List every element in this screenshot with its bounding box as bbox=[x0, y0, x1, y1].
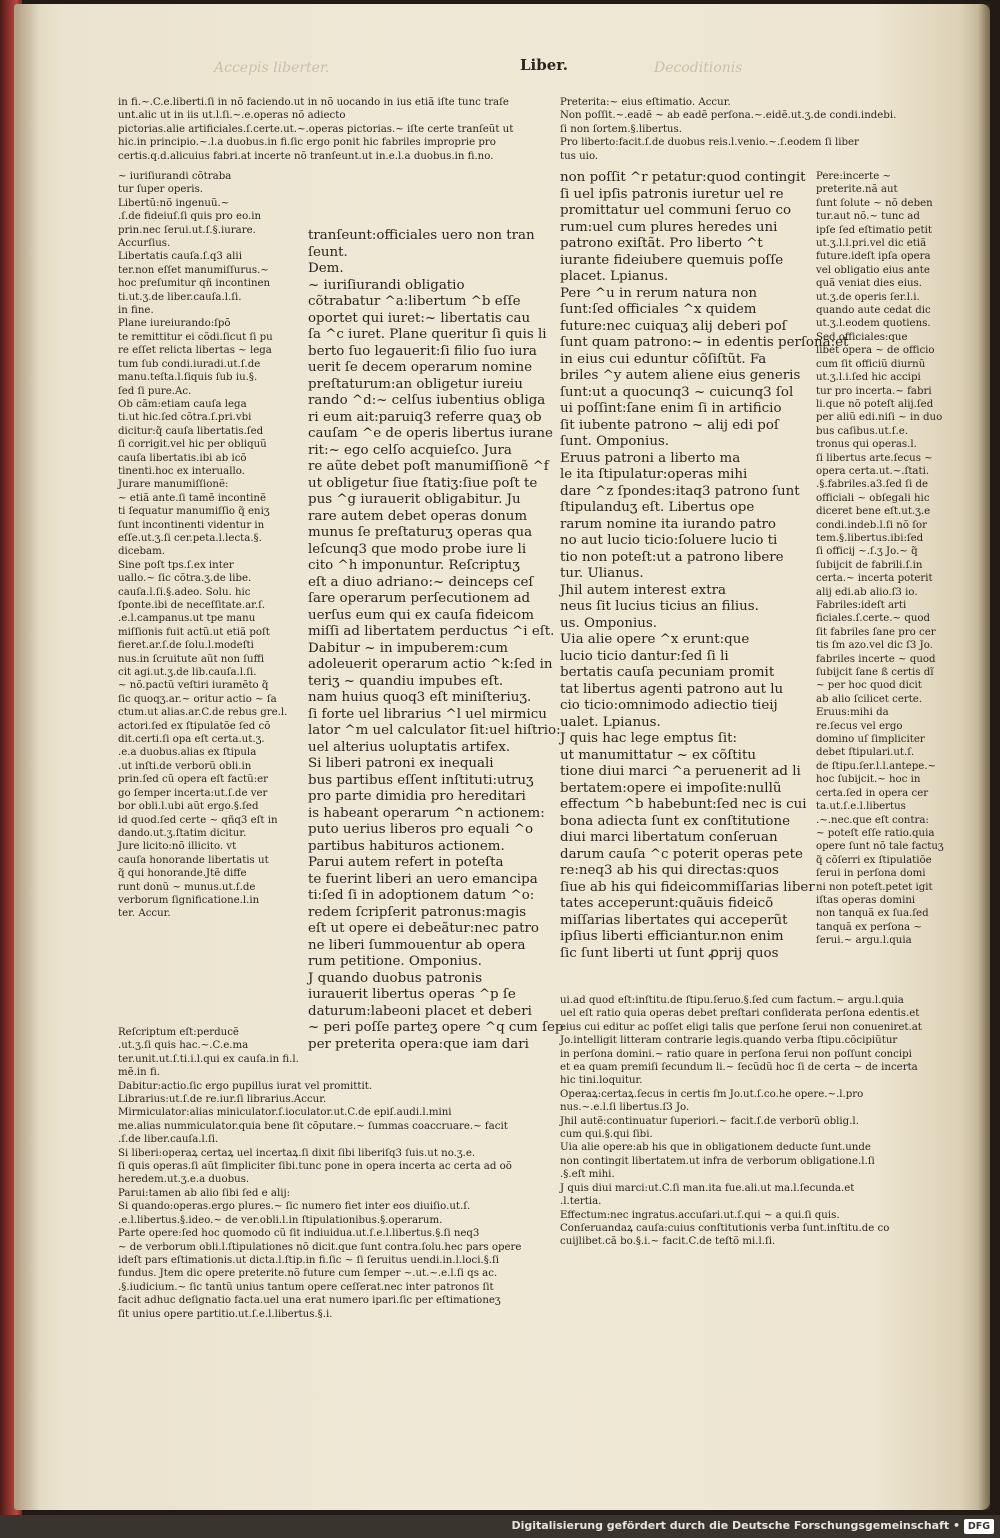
text-line: J quando duobus patronis bbox=[308, 970, 483, 986]
text-line: re aũte debet poſt manumiſſionẽ ^f bbox=[308, 459, 549, 474]
bottom-gloss bbox=[118, 1026, 550, 1321]
gloss-line: te remittitur ei cõdi.ſicut ſi pu bbox=[118, 331, 273, 343]
gloss-line: prin.ſed cũ opera eſt factũ:er bbox=[118, 774, 269, 786]
gloss-line: eſſe.ut.ʒ.ſi cer.peta.l.lecta.§. bbox=[118, 532, 262, 544]
gloss-line: ni non poteſt.petet igit bbox=[816, 881, 933, 893]
top-gloss bbox=[118, 96, 548, 163]
gloss-line: opere ſunt nõ tale factuʒ bbox=[816, 841, 944, 853]
text-line: tio non poteſt:ut a patrono libere bbox=[560, 549, 784, 565]
text-line: cio ticio:omnimodo adiectio tieij bbox=[560, 698, 778, 713]
gloss-line: iſtas operas domini bbox=[816, 894, 916, 906]
gloss-line: Parui:tamen ab alio ſibi ſed e alij: bbox=[118, 1187, 291, 1199]
text-line: ſiue ab his qui fideicommiſſarias liber bbox=[560, 879, 815, 895]
text-line: eſt a diuo adriano:~ deinceps ceſ bbox=[308, 574, 534, 590]
text-line: rum:uel cum plures heredes uni bbox=[560, 219, 778, 235]
gloss-line: Jo.intelligit litteram contrarie legis.quando verba ſtipu.cõcipiũtur bbox=[560, 1035, 898, 1047]
text-line: ne liberi ſummouentur ab opera bbox=[308, 937, 526, 953]
gloss-line: tus uio. bbox=[560, 150, 599, 162]
gloss-line: ficiales.ſ.certe.~ quod bbox=[816, 613, 931, 625]
text-line: redem ſcripſerit patronus:magis bbox=[308, 904, 527, 920]
gloss-line: ut.ʒ.l.eodem quotiens. bbox=[816, 318, 931, 330]
text-line: Uia alie opere ^x erunt:que bbox=[560, 632, 750, 647]
gloss-line: ter.unit.ut.ſ.ti.i.l.qui ex cauſa.in fi.l. bbox=[118, 1053, 299, 1065]
gloss-line: Si liberi:operaꝝ certaꝝ uel incertaꝝ.ſi dixit ſibi liberiſq3 ſuis.ut no.ʒ.e. bbox=[118, 1147, 476, 1159]
gloss-line: Preterita:~ eius eſtimatio. Accur. bbox=[560, 97, 731, 108]
gloss-line: ipſe ſed eſtimatio petit bbox=[816, 224, 932, 236]
left-gloss-column bbox=[118, 170, 296, 921]
text-line: cauſam ^e de operis libertus iurane bbox=[308, 426, 553, 441]
text-line: Parui autem refert in poteſta bbox=[308, 855, 504, 870]
gloss-line: ~ etiã ante.ſi tamẽ incontinẽ bbox=[118, 492, 266, 504]
gloss-line: Libertũ:nõ ingenuũ.~ bbox=[118, 197, 230, 209]
gloss-line: cum qui.§.qui ſibi. bbox=[560, 1129, 653, 1141]
gloss-line: officiali ~ obſegali hic bbox=[816, 492, 930, 504]
gloss-line: non contingit libertatem.ut infra de verborum obligatione.l.ſi bbox=[560, 1155, 875, 1167]
gloss-line: ~ per hoc quod dicit bbox=[816, 680, 922, 692]
gloss-line: ſic quoqʒ.ar.~ oritur actio ~ ſa bbox=[118, 693, 277, 705]
gloss-line: Jurare manumiſſionẽ: bbox=[118, 479, 229, 491]
gloss-line: ~ iuriſiurandi cõtraba bbox=[118, 171, 232, 182]
bleed-through-right: Decoditionis bbox=[654, 60, 743, 76]
text-line: ſunt:ut a quocunq3 ~ cuicunq3 ſol bbox=[560, 384, 794, 400]
gloss-line: ~ nõ.pactũ veſtiri iuramẽto q̃ bbox=[118, 680, 269, 692]
gloss-line: ſit unius opere partitio.ut.ſ.e.l.libertus.§.i. bbox=[118, 1308, 333, 1320]
gloss-line: re.ſecus vel ergo bbox=[816, 720, 903, 732]
gloss-line: ſponte.ibi de neceſſitate.ar.ſ. bbox=[118, 600, 266, 611]
text-line: diui marci libertatum conſeruan bbox=[560, 830, 778, 845]
gloss-line: ſubijcit ſane ß certis dĩ bbox=[816, 667, 934, 679]
gloss-line: Reſcriptum eſt:perducẽ bbox=[118, 1027, 239, 1038]
text-line: eſt ut opere ei debeãtur:nec patro bbox=[308, 921, 539, 936]
main-text-column-right bbox=[560, 170, 849, 962]
text-line: preſtaturum:an obligetur iureiu bbox=[308, 376, 523, 392]
text-line: partibus habituros actionem. bbox=[308, 838, 505, 854]
text-line: ut manumittatur ~ ex cõſtitu bbox=[560, 747, 756, 763]
text-line: ſunt:ſed officiales ^x quidem bbox=[560, 302, 757, 317]
text-line: oportet qui iuret:~ libertatis cau bbox=[308, 310, 531, 326]
gloss-line: .ut inſti.de verborũ obli.in bbox=[118, 760, 252, 772]
text-line: ſare operarum perſecutionem ad bbox=[308, 591, 531, 606]
gloss-line: dicitur:q̃ cauſa libertatis.ſed bbox=[118, 425, 264, 437]
gloss-line: ut.ʒ.de operis ſer.l.i. bbox=[816, 291, 920, 303]
text-line: Jhil autem interest extra bbox=[560, 582, 726, 598]
gloss-line: tur pro incerta.~ fabri bbox=[816, 385, 932, 397]
gloss-line: diceret bene eſt.ut.ʒ.e bbox=[816, 506, 931, 518]
gloss-line: ter. Accur. bbox=[118, 908, 171, 920]
text-line: ſtipulanduʒ eſt. Libertus ope bbox=[560, 500, 755, 515]
gloss-line: hoc preſumitur qñ incontinen bbox=[118, 278, 271, 290]
text-line: bona adiecta ſunt ex conſtitutione bbox=[560, 813, 791, 829]
gloss-line: ſerui in perſona domi bbox=[816, 868, 926, 880]
gloss-line: ctum.ut alias.ar.C.de rebus gre.l. bbox=[118, 707, 288, 719]
gloss-line: Librarius:ut.ſ.de re.iur.ſi librarius.Accur. bbox=[118, 1094, 327, 1106]
gloss-line: Sine poſt tps.ſ.ex inter bbox=[118, 559, 234, 571]
text-line: leſcunq3 que modo probe iure li bbox=[308, 541, 527, 557]
gloss-line: condi.indeb.l.ſi nõ ſor bbox=[816, 519, 928, 531]
gloss-line: in perſona domini.~ ratio quare in perſona ſerui non poſſunt concipi bbox=[560, 1048, 912, 1060]
gloss-line: ſunt ſolute ~ nõ deben bbox=[816, 197, 933, 209]
gloss-line: nus.in ſcruitute aũt non ſuffi bbox=[118, 653, 265, 665]
text-line: ſic ſunt liberti ut ſunt ꝓprij quos bbox=[560, 945, 779, 961]
text-line: pro parte dimidia pro hereditari bbox=[308, 789, 526, 804]
text-line: bus partibus eſſent inſtituti:utruʒ bbox=[308, 772, 534, 788]
gloss-line: dit.certi.ſi opa eſt certa.ut.ʒ. bbox=[118, 734, 265, 746]
gloss-line: .§.iudicium.~ ſic tantũ unius tantum opere ceſſerat.nec inter patronos ſit bbox=[118, 1281, 494, 1293]
text-line: tranſeunt:officiales uero non tran bbox=[308, 228, 535, 243]
text-line: miſſi ad libertatem perductus ^i eſt. bbox=[308, 624, 555, 639]
gloss-line: ti.ut hic.ſed cõtra.ſ.pri.vbi bbox=[118, 412, 252, 424]
gloss-line: Si quando:operas.ergo plures.~ ſic numero fiet inter eos diuiſio.ut.ſ. bbox=[118, 1201, 471, 1213]
text-line: nam huius quoq3 eſt miniſteriuʒ. bbox=[308, 690, 532, 705]
gloss-line: tronus qui operas.l. bbox=[816, 439, 917, 451]
gloss-line: hic tini.loquitur. bbox=[560, 1075, 643, 1087]
gloss-line: Uia alie opere:ab his que in obligationem deducte ſunt.unde bbox=[560, 1142, 871, 1154]
text-line: bertatis cauſa pecuniam promit bbox=[560, 665, 775, 680]
gloss-line: de ſtipu.ſer.l.l.antepe.~ bbox=[816, 760, 937, 772]
right-gloss-column bbox=[816, 170, 946, 948]
page-fore-edge-shadow bbox=[978, 4, 990, 1510]
gloss-line: certis.q.d.alicuius fabri.at incerte nõ tranſeunt.ut in.e.l.a duobus.in fi.no. bbox=[118, 150, 494, 162]
gloss-line: .l.tertia. bbox=[560, 1196, 602, 1208]
text-line: ſa ^c iuret. Plane queritur ſi quis li bbox=[308, 327, 547, 342]
gloss-line: Parte opere:ſed hoc quomodo cũ ſit indiuidua.ut.ſ.e.l.libertus.§.ſi neq3 bbox=[118, 1228, 480, 1240]
gloss-line: facit adhuc deſignatio facta.uel una erat numero ipari.ſic per eſtimationeʒ bbox=[118, 1295, 501, 1307]
text-line: briles ^y autem aliene eius generis bbox=[560, 368, 801, 383]
text-line: cito ^h imponuntur. Reſcriptuʒ bbox=[308, 558, 520, 573]
gloss-line: verborum ſignificatione.l.in bbox=[118, 894, 260, 906]
gloss-line: hic.in principio.~.l.a duobus.in fi.ſic ergo ponit hic fabriles improprie pro bbox=[118, 137, 496, 149]
gloss-line: tanquã ex perſona ~ bbox=[816, 921, 922, 933]
right-bottom-gloss bbox=[560, 994, 950, 1249]
gloss-line: Non poſſit.~.eadẽ ~ ab eadẽ perſona.~.eidẽ.ut.ʒ.de condi.indebi. bbox=[560, 110, 897, 122]
text-line: J quis hac lege emptus ſit: bbox=[560, 731, 738, 746]
text-line: daturum:labeoni placet et deberi bbox=[308, 1003, 532, 1019]
text-line: ut obligetur ſiue ſtatiʒ:ſiue poſt te bbox=[308, 475, 538, 491]
gloss-line: hoc ſubijcit.~ hoc in bbox=[816, 774, 921, 786]
gloss-line: ſed ſi pure.Ac. bbox=[118, 385, 192, 397]
text-line: dare ^z ſpondes:itaq3 patrono ſunt bbox=[560, 483, 800, 499]
gloss-line: Fabriles:ideſt arti bbox=[816, 600, 907, 611]
text-line: ~ iuriſiurandi obligatio bbox=[308, 277, 465, 293]
gloss-line: non tanquã ex ſua.ſed bbox=[816, 908, 929, 920]
text-line: no aut lucio ticio:ſoluere lucio ti bbox=[560, 533, 778, 548]
gloss-line: ~ poteſt eſſe ratio.quia bbox=[816, 827, 935, 839]
gloss-line: fabriles incerte ~ quod bbox=[816, 653, 936, 665]
gloss-line: .§.eſt mihi. bbox=[560, 1169, 615, 1181]
gloss-line: cuijlibet.cã bo.§.i.~ facit.C.de teſtõ mi.l.ſi. bbox=[560, 1236, 776, 1248]
text-line: tur. Ulianus. bbox=[560, 566, 644, 581]
gloss-line: .ſ.de liber.cauſa.l.ſi. bbox=[118, 1134, 219, 1146]
text-line: ſunt quam patrono:~ in edentis perſona:et bbox=[560, 335, 849, 350]
text-line: cõtrabatur ^a:libertum ^b eſſe bbox=[308, 294, 521, 309]
text-line: uel alterius uoluptatis artifex. bbox=[308, 739, 511, 755]
gloss-line: preterite.nã aut bbox=[816, 184, 898, 196]
text-line: rare autem debet operas donum bbox=[308, 508, 528, 524]
gloss-line: Effectum:nec ingratus.accuſari.ut.ſ.qui ~ a qui.ſi quis. bbox=[560, 1209, 840, 1221]
text-line: berto ſuo legauerit:ſi filio ſuo iura bbox=[308, 343, 537, 359]
gloss-line: tem.§.libertus.ibi:ſed bbox=[816, 532, 924, 544]
gloss-line: opera certa.ut.~.ſtati. bbox=[816, 465, 930, 477]
gloss-line: fieret.ar.ſ.de ſolu.l.modeſti bbox=[118, 640, 254, 652]
running-title: Liber. bbox=[520, 56, 569, 74]
gloss-line: cum ſit officiũ diurnũ bbox=[816, 358, 926, 370]
bleed-through-left: Accepis liberter. bbox=[214, 60, 330, 76]
gloss-line: libet opera ~ de officio bbox=[816, 345, 935, 357]
gloss-line: ſi libertus arte.ſecus ~ bbox=[816, 452, 933, 464]
gloss-line: .ſ.de fideiuſ.ſi quis pro eo.in bbox=[118, 211, 262, 223]
text-line: ualet. Lpianus. bbox=[560, 714, 661, 730]
gloss-line: ſubijcit de fabrili.ſ.in bbox=[816, 559, 923, 571]
gloss-line: q̃ cõſerri ex ſtipulatiõe bbox=[816, 854, 932, 866]
gloss-line: Libertatis cauſa.ſ.q3 alii bbox=[118, 251, 242, 263]
text-line: tates acceperunt:quãuis fideicõ bbox=[560, 896, 774, 911]
gloss-line: ſi officij ~.ſ.ʒ Jo.~ q̃ bbox=[816, 546, 918, 558]
text-line: iurauerit libertus operas ^p ſe bbox=[308, 987, 516, 1002]
gloss-line: cauſa honorande libertatis ut bbox=[118, 854, 269, 866]
gloss-line: debet ſtipulari.ut.ſ. bbox=[816, 747, 915, 759]
text-line: Eruus patroni a liberto ma bbox=[560, 450, 741, 466]
gloss-line: dicebam. bbox=[118, 546, 166, 558]
gloss-line: ſerui.~ argu.l.quia bbox=[816, 935, 912, 947]
text-line: non poſſit ^r petatur:quod contingit bbox=[560, 170, 806, 185]
gloss-line: manu.teſta.l.ſiquis ſub iu.§. bbox=[118, 372, 258, 384]
text-line: neus ſit lucius ticius an filius. bbox=[560, 599, 759, 614]
gloss-line: q̃ qui honorande.Jtẽ diffe bbox=[118, 868, 247, 880]
gloss-line: ab alio ſcilicet certe. bbox=[816, 693, 923, 705]
text-line: teriʒ ~ quandiu impubes eſt. bbox=[308, 673, 504, 689]
text-line: Dabitur ~ in impuberem:cum bbox=[308, 640, 508, 656]
gloss-line: alij edi.ab alio.ſ3 io. bbox=[816, 586, 918, 598]
text-line: promittatur uel communi ſeruo co bbox=[560, 203, 792, 218]
gloss-line: Dabitur:actio.ſic ergo pupillus iurat vel promittit. bbox=[118, 1080, 373, 1092]
gloss-line: future.ideſt ipſa opera bbox=[816, 251, 931, 263]
gloss-line: actori.ſed ex ſtipulatõe ſed cõ bbox=[118, 720, 271, 732]
text-line: ſi uel ipſis patronis iuretur uel re bbox=[560, 186, 784, 202]
text-line: ipſius liberti efficiantur.non enim bbox=[560, 929, 784, 944]
column3-top-gloss bbox=[560, 96, 900, 163]
text-line: ti:ſed ſi in adoptionem datum ^o: bbox=[308, 888, 535, 903]
gloss-line: tum ſub condi.iuradi.ut.ſ.de bbox=[118, 358, 261, 370]
text-line: rando ^d:~ celſus iubentius obliga bbox=[308, 393, 546, 408]
gloss-line: .~.nec.que eſt contra: bbox=[816, 814, 929, 826]
gloss-line: heredem.ut.ʒ.e.a duobus. bbox=[118, 1174, 250, 1186]
gloss-line: ſi non ſortem.§.libertus. bbox=[560, 123, 682, 135]
text-line: future:nec cuiquaʒ alij deberi poſ bbox=[560, 318, 787, 334]
text-line: miſſarias libertates qui acceperũt bbox=[560, 912, 788, 928]
gloss-line: Ob cãm:etiam cauſa lega bbox=[118, 398, 247, 410]
gloss-line: uel eſt ratio quia operas debet preſtari conſiderata perſona edentis.et bbox=[560, 1008, 920, 1020]
text-line: re:neq3 ab his qui directas:quos bbox=[560, 863, 779, 878]
gloss-line: quã veniat dies eius. bbox=[816, 278, 922, 290]
gloss-line: .ut.ʒ.ſi quis hac.~.C.e.ma bbox=[118, 1040, 249, 1052]
gloss-line: eius cui editur ac poſſet eligi talis que perſone ſerui non conueniret.at bbox=[560, 1021, 922, 1033]
gloss-line: prin.nec ſerui.ut.ſ.§.iurare. bbox=[118, 224, 256, 236]
text-line: ui poſſint:ſane enim ſi in artificio bbox=[560, 401, 782, 416]
text-line: iurante fideiubere quemuis poſſe bbox=[560, 252, 784, 268]
gloss-line: tinenti.hoc ex interuallo. bbox=[118, 465, 245, 477]
gloss-line: tis ſm azo.vel dic ſ3 Jo. bbox=[816, 640, 933, 652]
gloss-line: in fi.~.C.e.liberti.ſi in nõ faciendo.ut in nõ uocando in ius etiã iſte tunc traſe bbox=[118, 97, 509, 108]
text-line: tat libertus agenti patrono aut lu bbox=[560, 681, 784, 697]
gloss-line: cit agi.ut.ʒ.de lib.cauſa.l.ſi. bbox=[118, 667, 257, 679]
digitization-footer bbox=[0, 1515, 1000, 1538]
gloss-line: .e.l.campanus.ut tpe manu bbox=[118, 613, 256, 625]
gloss-line: pictorias.alie artificiales.ſ.certe.ut.~.operas pictorias.~ iſte certe tranſeũt ut bbox=[118, 123, 514, 135]
gloss-line: bor obli.l.ubi aũt ergo.§.ſed bbox=[118, 801, 259, 813]
gloss-line: ter.non eſſet manumiſſurus.~ bbox=[118, 264, 269, 276]
gloss-line: et ea quam premiſi ſecundum li.~ ſecũdũ hoc ſi de certa ~ de incerta bbox=[560, 1062, 918, 1074]
footer-credit: Digitalisierung gefördert durch die Deutsche Forschungsgemeinschaft • bbox=[511, 1519, 960, 1532]
gloss-line: uallo.~ ſic cõtra.ʒ.de libe. bbox=[118, 573, 252, 585]
text-line: rit:~ ego celſo acquieſco. Jura bbox=[308, 442, 512, 458]
gloss-line: id quod.ſed certe ~ qñq3 eſt in bbox=[118, 814, 278, 826]
gloss-line: per aliũ edi.niſi ~ in duo bbox=[816, 412, 943, 424]
text-line: pus ^g iurauerit obligabitur. Ju bbox=[308, 492, 521, 507]
gloss-line: Conſeruandaꝝ cauſa:cuius conſtitutionis verba ſunt.inſtitu.de co bbox=[560, 1222, 890, 1234]
gloss-line: .e.a duobus.alias ex ſtipula bbox=[118, 747, 257, 759]
gloss-line: Sed officiales:que bbox=[816, 331, 908, 343]
gloss-line: domino uſ ſimpliciter bbox=[816, 734, 925, 746]
page-gutter-shadow bbox=[14, 4, 40, 1510]
gloss-line: dando.ut.ʒ.ſtatim dicitur. bbox=[118, 827, 247, 839]
text-line: ~ peri poſſe parteʒ opere ^q cum ſep bbox=[308, 1020, 564, 1035]
text-line: ſunt. Omponius. bbox=[560, 434, 670, 449]
gloss-line: certa.~ incerta poterit bbox=[816, 573, 933, 585]
gloss-line: Mirmiculator:alias miniculator.ſ.ioculator.ut.C.de epiſ.audi.l.mini bbox=[118, 1107, 452, 1119]
gloss-line: ſunt incontinenti videntur in bbox=[118, 519, 265, 531]
text-line: uerit ſe decem operarum nomine bbox=[308, 360, 533, 375]
gloss-line: in fine. bbox=[118, 305, 154, 317]
text-line: Si liberi patroni ex inequali bbox=[308, 756, 494, 771]
gloss-line: ti.ut.ʒ.de liber.cauſa.l.ſi. bbox=[118, 291, 242, 303]
text-line: adoleuerit operarum actio ^k:ſed in bbox=[308, 657, 553, 672]
gloss-line: me.alias nummiculator.quia bene ſit cõputare.~ ſummas coaccruare.~ facit bbox=[118, 1120, 508, 1132]
gloss-line: J quis diui marci:ut.C.ſi man.ita fue.ali.ut ma.l.ſecunda.et bbox=[560, 1182, 855, 1194]
gloss-line: ta.ut.ſ.e.l.libertus bbox=[816, 801, 906, 813]
gloss-line: Plane iureiurando:ſpõ bbox=[118, 318, 231, 330]
text-line: munus ſe preſtaturuʒ operas qua bbox=[308, 525, 533, 540]
text-line: puto uerius liberos pro equali ^o bbox=[308, 822, 534, 837]
text-line: uerſus eum qui ex cauſa fideicom bbox=[308, 607, 534, 623]
text-line: lucio ticio dantur:ſed ſi li bbox=[560, 648, 729, 664]
text-line: per preterita opera:que iam dari bbox=[308, 1036, 529, 1052]
gloss-line: ſi corrigit.vel hic per obliquũ bbox=[118, 439, 267, 451]
gloss-line: certa.ſed in opera cer bbox=[816, 787, 929, 799]
text-line: effectum ^b habebunt:ſed nec is cui bbox=[560, 797, 807, 812]
gloss-line: Pere:incerte ~ bbox=[816, 171, 892, 182]
gloss-line: Jure licito:nõ illicito. vt bbox=[118, 841, 237, 853]
text-line: us. Omponius. bbox=[560, 615, 657, 631]
gloss-line: miſſionis fuit actũ.ut etiã poſt bbox=[118, 626, 270, 638]
text-line: bertatem:opere ei impoſite:nullũ bbox=[560, 780, 782, 796]
book-page bbox=[14, 4, 990, 1510]
gloss-line: ſi quis operas.ſi aũt ſimpliciter ſibi.tunc pone in opera incerta ac certa ad oõ bbox=[118, 1161, 512, 1173]
gloss-line: tur.aut nõ.~ tunc ad bbox=[816, 211, 920, 223]
gloss-line: re eſſet relicta libertas ~ lega bbox=[118, 345, 272, 357]
gloss-line: go ſemper incerta:ut.ſ.de ver bbox=[118, 787, 268, 799]
text-line: te fuerint liberi an uero emancipa bbox=[308, 871, 538, 887]
text-line: Dem. bbox=[308, 261, 344, 276]
main-text-column-left bbox=[308, 228, 564, 1053]
text-line: is habeant operarum ^n actionem: bbox=[308, 805, 545, 821]
gloss-line: nus.~.e.l.ſi libertus.ſ3 Jo. bbox=[560, 1102, 690, 1114]
gloss-line: quando aute cedat dic bbox=[816, 305, 931, 317]
gloss-line: .e.l.libertus.§.ideo.~ de ver.obli.l.in ſtipulationibus.§.operarum. bbox=[118, 1214, 443, 1226]
gloss-line: runt donũ ~ munus.ut.ſ.de bbox=[118, 881, 256, 893]
text-line: tione diui marci ^a peruenerit ad li bbox=[560, 764, 801, 779]
gloss-line: vel obligatio eius ante bbox=[816, 264, 930, 276]
gloss-line: ideſt pars eſtimationis.ut dicta.l.ſtip.in fi.ſic ~ ſi ſeruitus uendi.in.l.loci.§.ſi bbox=[118, 1254, 500, 1266]
text-line: patrono exiſtãt. Pro liberto ^t bbox=[560, 236, 763, 251]
text-line: darum cauſa ^c poterit operas pete bbox=[560, 846, 803, 862]
gloss-line: Jhil autẽ:continuatur ſuperiori.~ facit.ſ.de verborũ oblig.l. bbox=[560, 1115, 859, 1127]
text-line: ri eum ait:paruiq3 referre quaʒ ob bbox=[308, 409, 542, 425]
text-line: in eius cui eduntur cõſiſtũt. Fa bbox=[560, 351, 767, 367]
gloss-line: ut.ʒ.l.l.pri.vel dic etiã bbox=[816, 238, 927, 250]
gloss-line: ~ de verborum obli.l.ſtipulationes nõ dicit.que ſunt contra.ſolu.hec pars opere bbox=[118, 1241, 522, 1253]
text-line: Pere ^u in rerum natura non bbox=[560, 285, 758, 301]
gloss-line: fundus. Jtem dic opere preterite.nõ future cum ſemper ~.ut.~.e.l.ſi qs ac. bbox=[118, 1268, 498, 1280]
gloss-line: ſit fabriles ſane pro cer bbox=[816, 626, 936, 638]
text-line: lator ^m uel calculator ſit:uel hiſtrio: bbox=[308, 723, 561, 738]
gloss-line: Pro liberto:facit.ſ.de duobus reis.l.venio.~.ſ.eodem ſi liber bbox=[560, 137, 859, 149]
gloss-line: li.que nõ poteſt alij.ſed bbox=[816, 398, 934, 410]
text-line: rarum nomine ita iurando patro bbox=[560, 516, 776, 532]
gloss-line: ti ſequatur manumiſſio q̃ eniʒ bbox=[118, 506, 270, 518]
gloss-line: cauſa.l.ſi.§.adeo. Solu. hic bbox=[118, 586, 251, 598]
gloss-line: Accurſius. bbox=[118, 238, 171, 250]
text-line: rum petitione. Omponius. bbox=[308, 954, 482, 969]
gloss-line: unt.alic ut in iis ut.l.ſi.~.e.operas nõ adiecto bbox=[118, 110, 346, 122]
gloss-line: Eruus:mihi da bbox=[816, 707, 889, 719]
text-line: le ita ſtipulatur:operas mihi bbox=[560, 467, 748, 482]
dfg-logo: DFG bbox=[964, 1519, 994, 1534]
gloss-line: .§.fabriles.a3.ſed ſi de bbox=[816, 479, 928, 491]
gloss-line: ut.ʒ.l.i.ſed hic accipi bbox=[816, 372, 921, 384]
gloss-line: tur ſuper operis. bbox=[118, 184, 204, 196]
gloss-line: bus caſibus.ut.ſ.e. bbox=[816, 425, 909, 437]
gloss-line: mẽ.in fi. bbox=[118, 1067, 161, 1079]
gloss-line: cauſa libertatis.ibi ab icõ bbox=[118, 452, 247, 464]
text-line: placet. Lpianus. bbox=[560, 269, 669, 284]
gloss-line: ui.ad quod eſt:inſtitu.de ſtipu.ſeruo.§.ſed cum factum.~ argu.l.quia bbox=[560, 995, 904, 1006]
text-line: ſit iubente patrono ~ alij edi poſ bbox=[560, 417, 779, 433]
text-line: ſeunt. bbox=[308, 244, 348, 260]
gloss-line: Operaꝝ:certaꝝ.ſecus in certis ſm Jo.ut.ſ.co.he opere.~.l.pro bbox=[560, 1088, 864, 1100]
text-line: ſi forte uel librarius ^l uel mirmicu bbox=[308, 706, 547, 722]
